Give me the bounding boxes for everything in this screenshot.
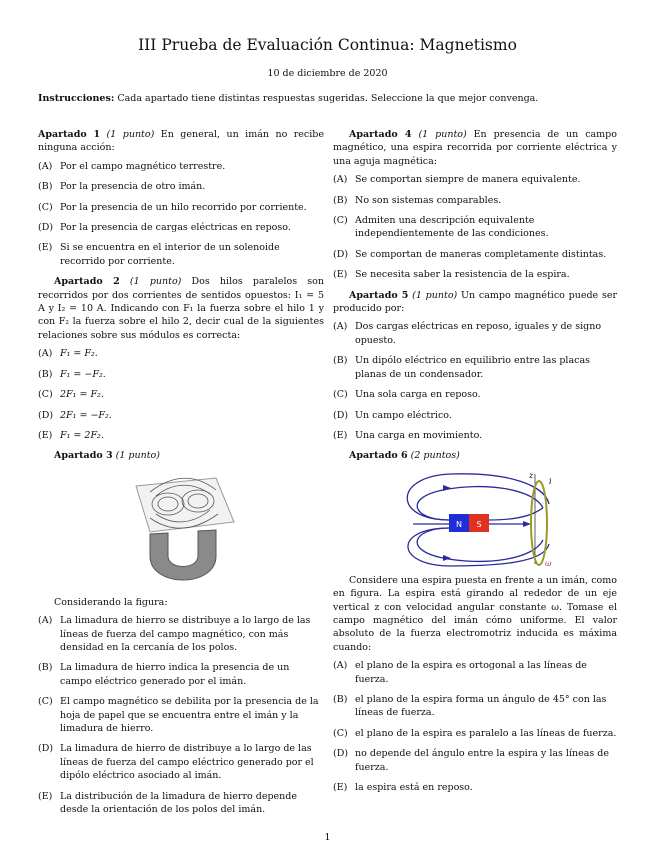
- option-letter: (C): [333, 389, 348, 401]
- paper-sheet: [136, 478, 234, 532]
- option-text: el plano de la espira es paralelo a las líneas de fuerza.: [355, 727, 617, 739]
- option-text: Se comportan siempre de manera equivalente.: [355, 174, 581, 186]
- section-heading: Apartado 5: [349, 289, 409, 301]
- section-heading: Apartado 3: [54, 450, 113, 462]
- date: 10 de diciembre de 2020: [267, 68, 388, 79]
- option[interactable]: [38, 201, 324, 214]
- section-heading: Apartado 1: [38, 129, 101, 140]
- option-text: Por la presencia de un hilo recorrido por corriente.: [60, 201, 307, 213]
- option-letter: (E): [333, 782, 348, 793]
- option-text: 2F₁ = −F₂.: [60, 409, 112, 421]
- option-letter: (A): [38, 615, 53, 627]
- section-text: Considere una espira puesta en frente a un imán, como en figura. La espira está girando al rededor de un eje vertical z con velocidad angular constante ω. Tomase el campo magnético del imán cómo uniforme. El valor absoluto de la fuerza electromotriz inducida es máxima cuando:: [333, 574, 617, 653]
- option-letter: (D): [38, 409, 54, 421]
- option-text: Dos cargas eléctricas en reposo, iguales y de signo opuesto.: [355, 321, 602, 346]
- option[interactable]: [38, 347, 324, 360]
- left-column: [38, 128, 324, 823]
- z-label: z: [529, 470, 534, 480]
- option-letter: (D): [333, 248, 349, 260]
- option-text: La limadura de hierro de distribuye a lo largo de las líneas de fuerza del campo eléctrico generado por el dipólo eléctrico asociado al imán.: [60, 743, 314, 782]
- section-2-statement: [38, 275, 324, 342]
- section-heading: Apartado 6: [349, 450, 408, 462]
- right-column: [333, 128, 617, 801]
- omega-label: ω: [545, 558, 552, 568]
- option-text: F₁ = 2F₂.: [60, 429, 104, 441]
- option-letter: (E): [38, 790, 53, 802]
- option-text: 2F₁ = F₂.: [60, 389, 104, 401]
- section-points: (1 punto): [412, 289, 458, 301]
- option-letter: (D): [333, 748, 349, 760]
- option[interactable]: [38, 368, 324, 381]
- option-text: Si se encuentra en el interior de un solenoide recorrido por corriente.: [60, 242, 280, 267]
- option[interactable]: [38, 614, 324, 654]
- option[interactable]: [38, 160, 324, 173]
- option[interactable]: [333, 693, 617, 720]
- option[interactable]: [333, 659, 617, 686]
- option-text: Por el campo magnético terrestre.: [60, 160, 226, 172]
- section-6-heading: [349, 449, 617, 462]
- option-letter: (B): [333, 693, 348, 705]
- option-text: Se necesita saber la resistencia de la espira.: [355, 269, 570, 281]
- option[interactable]: [38, 790, 324, 817]
- option[interactable]: [333, 320, 617, 347]
- option[interactable]: [38, 429, 324, 442]
- option[interactable]: [333, 194, 617, 207]
- section-3-statement: [54, 596, 324, 609]
- option-text: La limadura de hierro indica la presencia de un campo eléctrico generado por el imán.: [60, 662, 290, 687]
- current-label: i: [549, 476, 552, 486]
- option-letter: (D): [38, 743, 54, 755]
- option-text: Un campo eléctrico.: [355, 409, 452, 421]
- option-text: El campo magnético se debilita por la presencia de la hoja de papel que se encuentra entre el imán y la limadura de hierro.: [60, 696, 319, 734]
- option-letter: (E): [333, 269, 348, 281]
- section-points: (1 punto): [129, 276, 182, 288]
- option[interactable]: [333, 429, 617, 442]
- option-letter: (C): [38, 201, 53, 213]
- option-letter: (A): [333, 660, 348, 672]
- option-text: Una carga en movimiento.: [355, 429, 483, 441]
- section-points: (1 punto): [418, 129, 467, 140]
- option[interactable]: [333, 354, 617, 381]
- option[interactable]: [333, 781, 617, 794]
- section-text: Un campo magnético puede ser producido por:: [333, 289, 617, 315]
- instructions: [38, 92, 628, 105]
- section-points: (1 punto): [115, 450, 160, 462]
- option-letter: (A): [333, 174, 348, 186]
- section-1-statement: [38, 128, 324, 155]
- option-letter: (B): [38, 368, 53, 380]
- section-text: Considerando la figura:: [54, 596, 168, 608]
- option[interactable]: [333, 747, 617, 774]
- section-points: (1 punto): [106, 129, 155, 140]
- page-number: 1: [324, 832, 331, 843]
- magnet-loop-figure: [333, 468, 617, 568]
- option[interactable]: [38, 409, 324, 422]
- option-text: el plano de la espira es ortogonal a las líneas de fuerza.: [355, 660, 587, 685]
- option[interactable]: [38, 661, 324, 688]
- option-letter: (D): [333, 409, 349, 421]
- option[interactable]: [333, 214, 617, 241]
- option-letter: (B): [333, 194, 348, 206]
- option-letter: (A): [38, 348, 53, 360]
- option-text: Por la presencia de otro imán.: [60, 181, 206, 193]
- option-text: F₁ = −F₂.: [60, 368, 106, 380]
- option[interactable]: [38, 388, 324, 401]
- loop-coil: [531, 481, 547, 565]
- page-title: III Prueba de Evaluación Continua: Magnetismo: [138, 36, 517, 54]
- option[interactable]: [38, 695, 324, 735]
- option-letter: (C): [38, 389, 53, 401]
- option[interactable]: [38, 221, 324, 234]
- option-letter: (B): [38, 181, 53, 193]
- option-text: Por la presencia de cargas eléctricas en reposo.: [60, 222, 291, 234]
- section-6-statement: [333, 574, 617, 654]
- option-letter: (E): [333, 429, 348, 441]
- option[interactable]: [333, 409, 617, 422]
- option-letter: (E): [38, 429, 53, 441]
- section-text: Dos hilos paralelos son recorridos por dos corrientes de sentidos opuestos: I₁ = 5 A y I₂ = 10 A. Indicando con F₁ la fuerza sobre el hilo 1 y con F₂ la fuerza sobre el hilo 2, decir cual de la siguientes relaciones sobre sus módulos es correcta:: [38, 276, 324, 341]
- option-text: F₁ = F₂.: [60, 348, 98, 360]
- option-letter: (B): [38, 662, 53, 674]
- instructions-text: Cada apartado tiene distintas respuestas sugeridas. Seleccione la que mejor convenga.: [114, 93, 539, 104]
- section-5-statement: [333, 289, 617, 316]
- option-text: Una sola carga en reposo.: [355, 389, 481, 401]
- option-letter: (B): [333, 355, 348, 367]
- option[interactable]: [38, 742, 324, 782]
- south-label: S: [476, 519, 482, 529]
- magnet-filings-figure: [38, 468, 324, 590]
- option[interactable]: [38, 180, 324, 193]
- section-heading: Apartado 2: [54, 276, 120, 288]
- option-text: No son sistemas comparables.: [355, 194, 502, 206]
- option[interactable]: [333, 173, 617, 186]
- option[interactable]: [333, 268, 617, 281]
- option[interactable]: [333, 248, 617, 261]
- option-letter: (A): [333, 321, 348, 333]
- option[interactable]: [333, 388, 617, 401]
- option-text: la espira está en reposo.: [355, 782, 473, 793]
- section-text: En presencia de un campo magnético, una espira recorrida por corriente eléctrica y una aguja magnética:: [333, 129, 617, 167]
- option[interactable]: [333, 727, 617, 740]
- option-letter: (D): [38, 222, 54, 234]
- option-text: el plano de la espira forma un ángulo de 45° con las líneas de fuerza.: [355, 693, 607, 719]
- section-points: (2 puntos): [410, 450, 460, 462]
- option[interactable]: [38, 241, 324, 268]
- option-letter: (A): [38, 160, 53, 172]
- horseshoe-magnet: [150, 530, 216, 580]
- north-label: N: [456, 519, 462, 529]
- instructions-label: Instrucciones:: [38, 93, 115, 104]
- option-text: Un dipólo eléctrico en equilibrio entre las placas planas de un condensador.: [355, 355, 590, 380]
- option-text: La limadura de hierro se distribuye a lo largo de las líneas de fuerza del campo magnético, con más densidad en la cercanía de los polos.: [60, 615, 311, 653]
- option-text: Admiten una descripción equivalente independientemente de las condiciones.: [355, 215, 549, 240]
- option-letter: (C): [333, 727, 348, 739]
- option-text: La distribución de la limadura de hierro depende desde la orientación de los polos del imán.: [60, 790, 297, 815]
- section-4-statement: [333, 128, 617, 168]
- section-3-heading: [54, 449, 324, 462]
- option-letter: (C): [333, 215, 348, 227]
- section-text: En general, un imán no recibe ninguna acción:: [38, 129, 324, 154]
- option-letter: (C): [38, 696, 53, 708]
- option-text: Se comportan de maneras completamente distintas.: [355, 248, 607, 260]
- option-letter: (E): [38, 242, 53, 254]
- option-text: no depende del ángulo entre la espira y las líneas de fuerza.: [355, 748, 609, 773]
- section-heading: Apartado 4: [349, 129, 412, 140]
